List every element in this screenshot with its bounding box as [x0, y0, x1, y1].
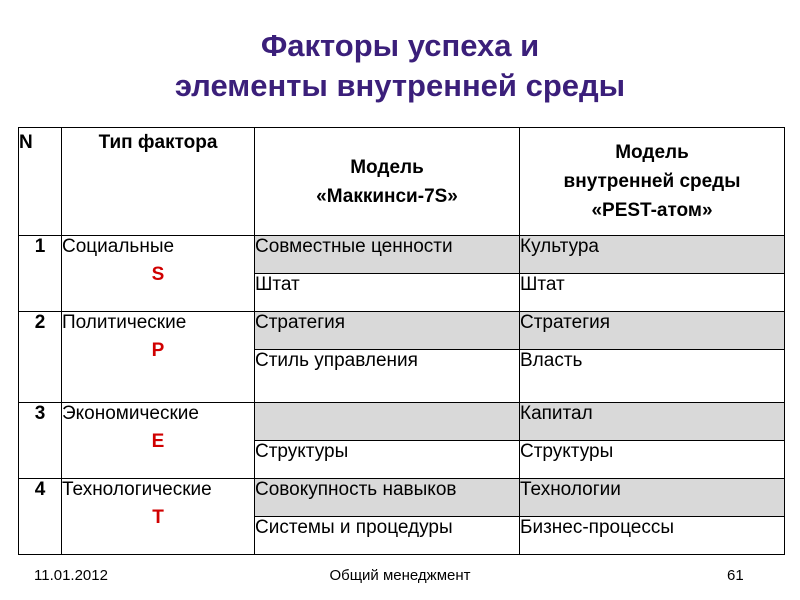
factor-number: 1: [19, 236, 62, 312]
factor-cell: [62, 312, 255, 403]
pest-cell: Бизнес-процессы: [520, 517, 785, 555]
header-mckinsey: [255, 128, 520, 236]
footer-date: 11.01.2012: [34, 567, 108, 584]
mckinsey-cell: Структуры: [255, 441, 520, 479]
mckinsey-cell: Стиль управления: [255, 350, 520, 403]
footer-page-number: 61: [727, 567, 744, 584]
mckinsey-cell: Стратегия: [255, 312, 520, 350]
table-row: [19, 479, 785, 517]
pest-cell: Структуры: [520, 441, 785, 479]
header-n: N: [19, 128, 62, 236]
pest-cell: Культура: [520, 236, 785, 274]
table-row: [19, 403, 785, 441]
slide-title-line-2: элементы внутренней среды: [174, 68, 626, 103]
mckinsey-cell: Штат: [255, 274, 520, 312]
mckinsey-cell: Системы и процедуры: [255, 517, 520, 555]
factor-code: T: [152, 507, 164, 528]
factor-name: Экономические: [62, 403, 199, 424]
factor-cell: [62, 479, 255, 555]
table-row: [19, 236, 785, 274]
factor-number: 2: [19, 312, 62, 403]
factor-cell: [62, 236, 255, 312]
factor-name: Политические: [62, 312, 187, 333]
header-pest-line-3: «PEST-атом»: [591, 200, 713, 221]
header-pest-line-1: Модель: [615, 142, 689, 163]
pest-cell: Капитал: [520, 403, 785, 441]
header-factor-type: Тип фактора: [62, 128, 255, 236]
factor-name: Социальные: [62, 236, 175, 257]
slide-title: [0, 26, 800, 106]
mckinsey-cell: [255, 403, 520, 441]
pest-cell: Технологии: [520, 479, 785, 517]
table-row: [19, 312, 785, 350]
factor-number: 4: [19, 479, 62, 555]
factors-table: [18, 127, 785, 555]
slide-title-line-1: Факторы успеха и: [260, 28, 540, 63]
header-mckinsey-line-1: Модель: [350, 156, 424, 178]
factor-code: P: [151, 340, 165, 361]
mckinsey-cell: Совокупность навыков: [255, 479, 520, 517]
footer-course-title: Общий менеджмент: [329, 567, 471, 584]
header-mckinsey-line-2: «Маккинси-7S»: [316, 185, 458, 207]
pest-cell: Стратегия: [520, 312, 785, 350]
header-pest-line-2: внутренней среды: [563, 171, 741, 192]
pest-cell: Власть: [520, 350, 785, 403]
table-header-row: [19, 128, 785, 236]
mckinsey-cell: Совместные ценности: [255, 236, 520, 274]
factor-number: 3: [19, 403, 62, 479]
factor-code: S: [151, 264, 165, 285]
pest-cell: Штат: [520, 274, 785, 312]
factor-name: Технологические: [62, 479, 212, 500]
factor-cell: [62, 403, 255, 479]
header-pest: [520, 128, 785, 236]
factor-code: E: [151, 431, 165, 452]
